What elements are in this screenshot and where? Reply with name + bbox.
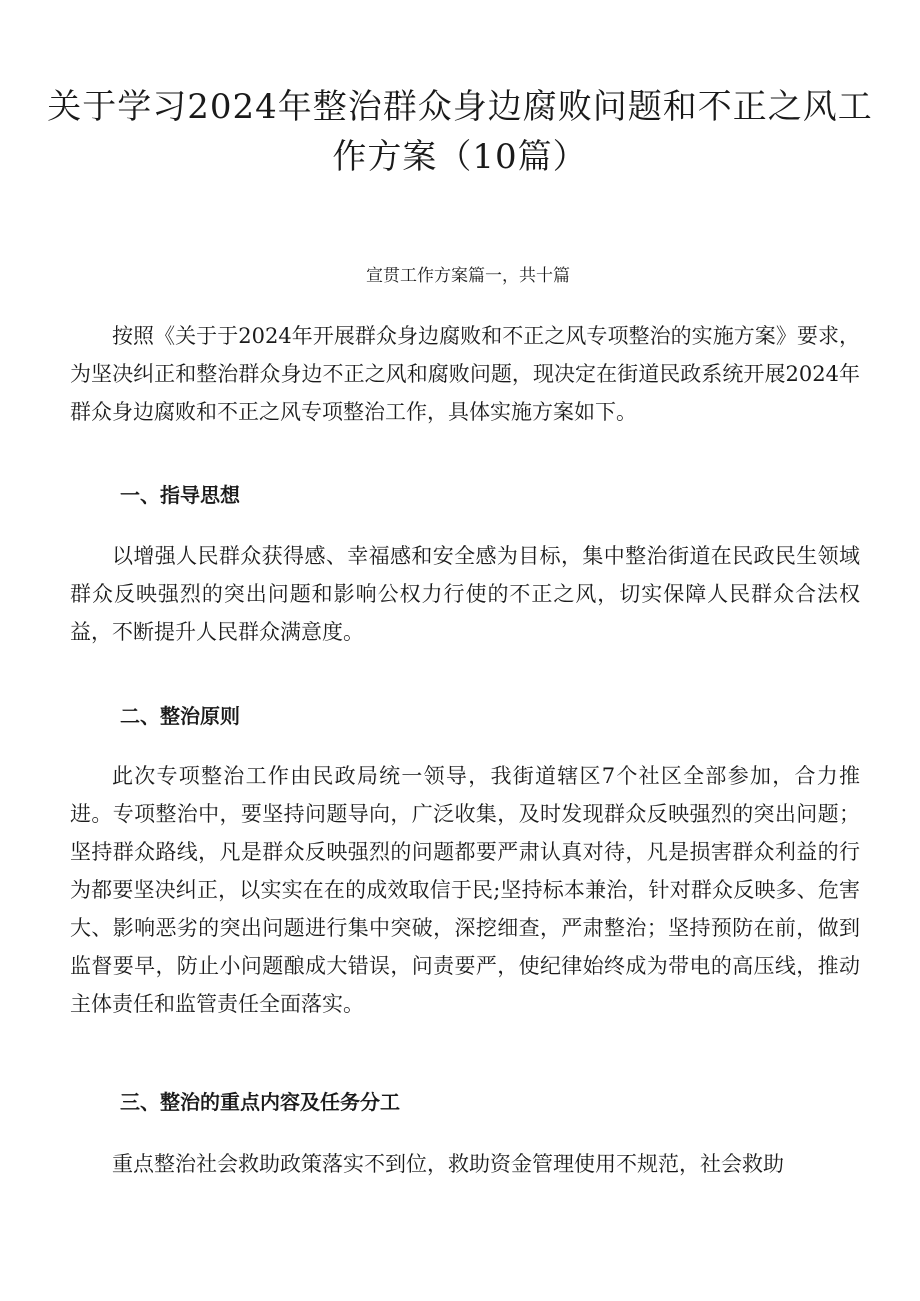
intro-paragraph: 按照《关于于2024年开展群众身边腐败和不正之风专项整治的实施方案》要求，为坚决纠正和整治群众身边不正之风和腐败问题，现决定在街道民政系统开展2024年群众身边腐败和不正之风专项整治工作，具体实施方案如下。: [70, 324, 860, 424]
section-heading-3: 三、整治的重点内容及任务分工: [120, 1090, 400, 1114]
section-heading-1: 一、指导思想: [120, 483, 240, 507]
section-body-3: 重点整治社会救助政策落实不到位，救助资金管理使用不规范，社会救助: [112, 1152, 784, 1176]
document-subtitle: 宣贯工作方案篇一，共十篇: [366, 266, 570, 286]
section-body-1: 以增强人民群众获得感、幸福感和安全感为目标，集中整治街道在民政民生领域群众反映强烈的突出问题和影响公权力行使的不正之风，切实保障人民群众合法权益，不断提升人民群众满意度。: [70, 544, 860, 644]
document-title: 关于学习2024年整治群众身边腐败问题和不正之风工作方案（10篇）: [47, 87, 873, 177]
section-body-2: 此次专项整治工作由民政局统一领导，我街道辖区7个社区全部参加，合力推进。专项整治中，要坚持问题导向，广泛收集，及时发现群众反映强烈的突出问题；坚持群众路线，凡是群众反映强烈的问题都要严肃认真对待，凡是损害群众利益的行为都要坚决纠正，以实实在在的成效取信于民;坚持标本兼治，针对群众反映多、危害大、影响恶劣的突出问题进行集中突破，深挖细查，严肃整治；坚持预防在前，做到监督要早，防止小问题酿成大错误，问责要严，使纪律始终成为带电的高压线，推动主体责任和监管责任全面落实。: [70, 764, 860, 1016]
section-heading-2: 二、整治原则: [120, 704, 240, 728]
